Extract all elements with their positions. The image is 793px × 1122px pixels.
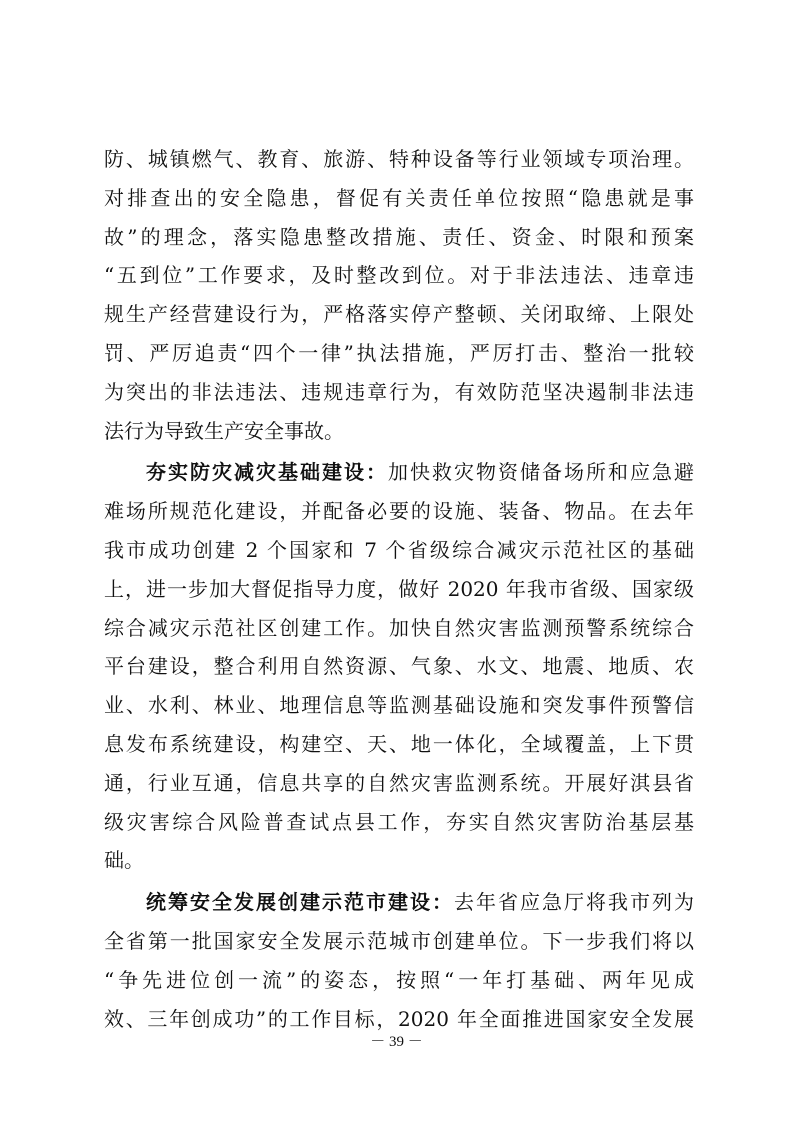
text-line: 规生产经营建设行为，严格落实停产整顿、关闭取缔、上限处 — [104, 302, 694, 327]
text-line: 效、三年创成功”的工作目标，2020 年全面推进国家安全发展 — [104, 1006, 694, 1031]
text-line: “争先进位创一流”的姿态，按照“一年打基础、两年见成 — [104, 967, 694, 992]
text-line: 防、城镇燃气、教育、旅游、特种设备等行业领域专项治理。 — [104, 147, 694, 171]
text-line: 故”的理念，落实隐患整改措施、责任、资金、时限和预案 — [104, 224, 694, 249]
paragraph-hazard-rectification — [104, 140, 694, 450]
text-line: 础。 — [104, 848, 144, 873]
section-heading: 统筹安全发展创建示范市建设： — [146, 890, 454, 915]
paragraph-disaster-prevention — [104, 453, 694, 880]
text-line: 通，行业互通，信息共享的自然灾害监测系统。开展好淇县省 — [104, 770, 694, 795]
paragraph-safety-demonstration-city — [104, 883, 694, 1038]
paragraph-first-line — [104, 453, 694, 492]
text-run: 加快救灾物资储备场所和应急避 — [388, 460, 694, 485]
text-line: 对排查出的安全隐患，督促有关责任单位按照“隐患就是事 — [104, 185, 694, 210]
text-line: 上，进一步加大督促指导力度，做好 2020 年我市省级、国家级 — [104, 576, 694, 601]
text-line: 级灾害综合风险普查试点县工作，夯实自然灾害防治基层基 — [104, 809, 694, 834]
paragraph-first-line — [104, 883, 694, 922]
text-line: “五到位”工作要求，及时整改到位。对于非法违法、违章违 — [104, 263, 694, 288]
text-line: 业、水利、林业、地理信息等监测基础设施和突发事件预警信 — [104, 693, 694, 718]
text-line: 平台建设，整合利用自然资源、气象、水文、地震、地质、农 — [104, 654, 694, 679]
section-heading: 夯实防灾减灾基础建设： — [146, 460, 388, 485]
text-line: 我市成功创建 2 个国家和 7 个省级综合减灾示范社区的基础 — [104, 537, 694, 562]
text-line: 罚、严厉追责“四个一律”执法措施，严厉打击、整治一批较 — [104, 340, 694, 365]
text-line: 综合减灾示范社区创建工作。加快自然灾害监测预警系统综合 — [104, 615, 694, 640]
text-line: 为突出的非法违法、违规违章行为，有效防范坚决遏制非法违 — [104, 379, 694, 404]
page-number: － 39 － — [370, 1034, 423, 1050]
text-line: 法行为导致生产安全事故。 — [104, 418, 344, 443]
document-body — [104, 140, 694, 1038]
text-run: 去年省应急厅将我市列为 — [454, 890, 694, 915]
text-line: 息发布系统建设，构建空、天、地一体化，全域覆盖，上下贯 — [104, 731, 694, 756]
text-line: 难场所规范化建设，并配备必要的设施、装备、物品。在去年 — [104, 499, 694, 524]
text-line: 全省第一批国家安全发展示范城市创建单位。下一步我们将以 — [104, 928, 694, 953]
